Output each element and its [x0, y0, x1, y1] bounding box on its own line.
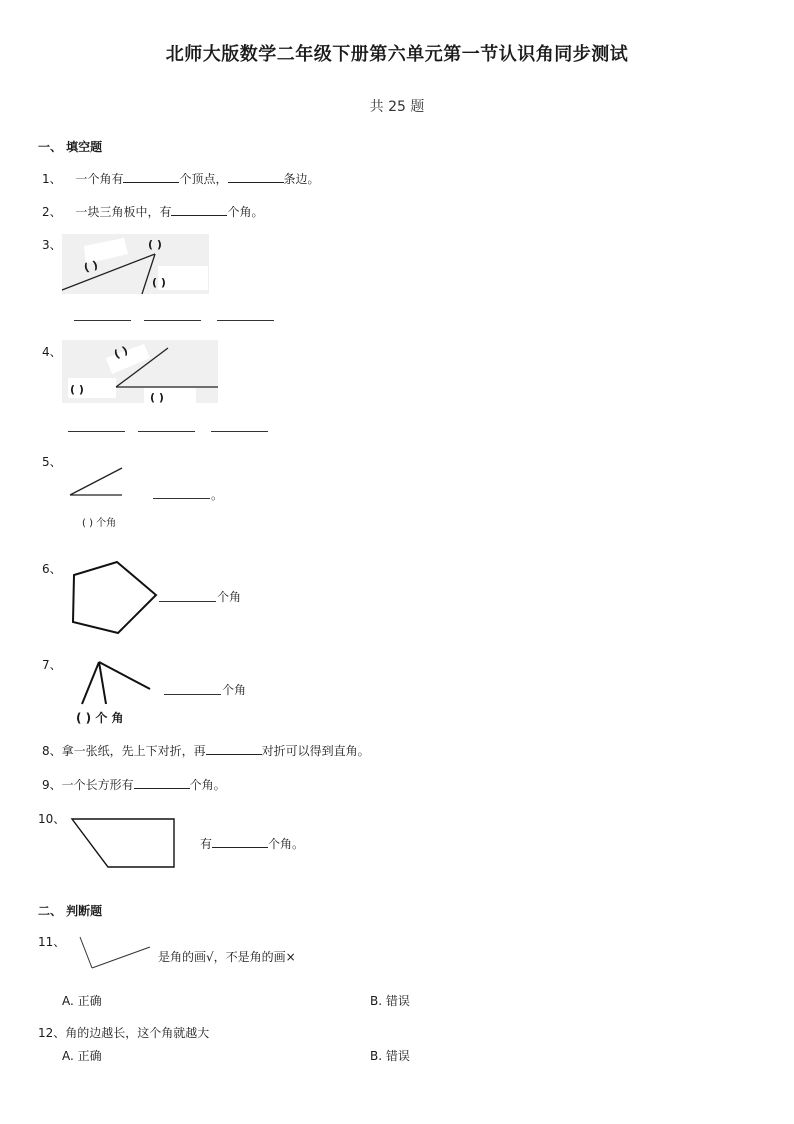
question-number: 1、 [42, 172, 62, 186]
question-text: 有 [200, 837, 213, 851]
angle-label-blank: ( ) [70, 383, 84, 396]
ray [82, 662, 99, 704]
question-7-number: 7、 [42, 658, 62, 672]
angle-count-label: ( ) 个角 [82, 518, 117, 529]
question-5-number: 5、 [42, 455, 62, 469]
angle-side [80, 937, 92, 968]
angle-label-blank: ( ) [148, 238, 162, 251]
answer-blank[interactable] [134, 776, 190, 789]
answer-blank[interactable] [228, 170, 284, 183]
question-number: 9、 [42, 778, 62, 792]
question-text: 个角。 [268, 837, 305, 851]
question-count: 共 25 题 [369, 99, 425, 115]
question-7-rays-figure [80, 660, 152, 706]
angle-count-label: ( ) 个 角 [76, 711, 124, 725]
question-10-number: 10、 [38, 812, 66, 826]
pentagon [73, 562, 156, 633]
question-text: 条边。 [283, 172, 320, 186]
question-number: 8、 [42, 744, 62, 758]
question-text: 对折可以得到直角。 [261, 744, 370, 758]
question-2 [42, 203, 264, 220]
option-a-correct[interactable]: A. 正确 [62, 994, 102, 1008]
question-text: 个角。 [189, 778, 226, 792]
question-6-pentagon-figure [66, 560, 158, 636]
answer-blank[interactable] [164, 694, 221, 695]
question-3-number: 3、 [42, 238, 62, 252]
question-6-number: 6、 [42, 562, 62, 576]
angle-label-blank: ( ) [112, 343, 130, 362]
option-b-wrong[interactable]: B. 错误 [370, 994, 410, 1008]
question-text: 拿一张纸，先上下对折，再 [61, 744, 206, 758]
answer-blank[interactable] [171, 203, 227, 216]
trapezoid [72, 819, 174, 867]
period-mark: 。 [211, 488, 224, 502]
question-11-angle-figure [78, 933, 154, 971]
question-number: 2、 [42, 205, 62, 219]
question-text: 个顶点， [179, 172, 228, 186]
section-fill-heading: 一、 填空题 [38, 140, 103, 154]
ray [99, 662, 106, 704]
question-text: 个角。 [227, 205, 264, 219]
answer-blank[interactable] [68, 431, 125, 432]
question-text: 是角的画√，不是角的画× [158, 950, 296, 964]
angle-label-blank: ( ) [82, 258, 100, 275]
question-text: 一块三角板中，有 [75, 205, 172, 219]
option-a-correct[interactable]: A. 正确 [62, 1049, 102, 1063]
question-4-number: 4、 [42, 345, 62, 359]
question-text: 个角 [222, 683, 247, 697]
page-title: 北师大版数学二年级下册第六单元第一节认识角同步测试 [165, 44, 629, 65]
answer-blank[interactable] [144, 320, 201, 321]
angle-label-blank: ( ) [150, 391, 164, 404]
answer-blank[interactable] [74, 320, 131, 321]
question-1 [42, 170, 320, 187]
angle-label-blank: ( ) [152, 276, 166, 289]
answer-blank[interactable] [138, 431, 195, 432]
answer-blank[interactable] [123, 170, 179, 183]
answer-blank[interactable] [159, 601, 216, 602]
answer-blank[interactable] [217, 320, 274, 321]
answer-blank[interactable] [153, 498, 210, 499]
question-10-text [200, 835, 304, 852]
question-4-angle-figure [62, 340, 220, 404]
question-12-text: 12、角的边越长，这个角就越大 [38, 1026, 210, 1040]
section-judge-heading: 二、 判断题 [38, 904, 103, 918]
question-5-angle-figure [68, 466, 128, 500]
answer-blank[interactable] [211, 431, 268, 432]
answer-blank[interactable] [206, 742, 262, 755]
question-9 [42, 776, 226, 793]
angle-side [70, 468, 122, 495]
question-8 [42, 742, 370, 759]
question-text: 一个长方形有 [61, 778, 134, 792]
answer-blank[interactable] [212, 835, 268, 848]
question-text: 一个角有 [75, 172, 124, 186]
question-11-number: 11、 [38, 935, 66, 949]
question-text: 个角 [217, 590, 242, 604]
option-b-wrong[interactable]: B. 错误 [370, 1049, 410, 1063]
ray [99, 662, 150, 689]
angle-side [92, 947, 150, 968]
question-10-trapezoid-figure [70, 816, 178, 870]
